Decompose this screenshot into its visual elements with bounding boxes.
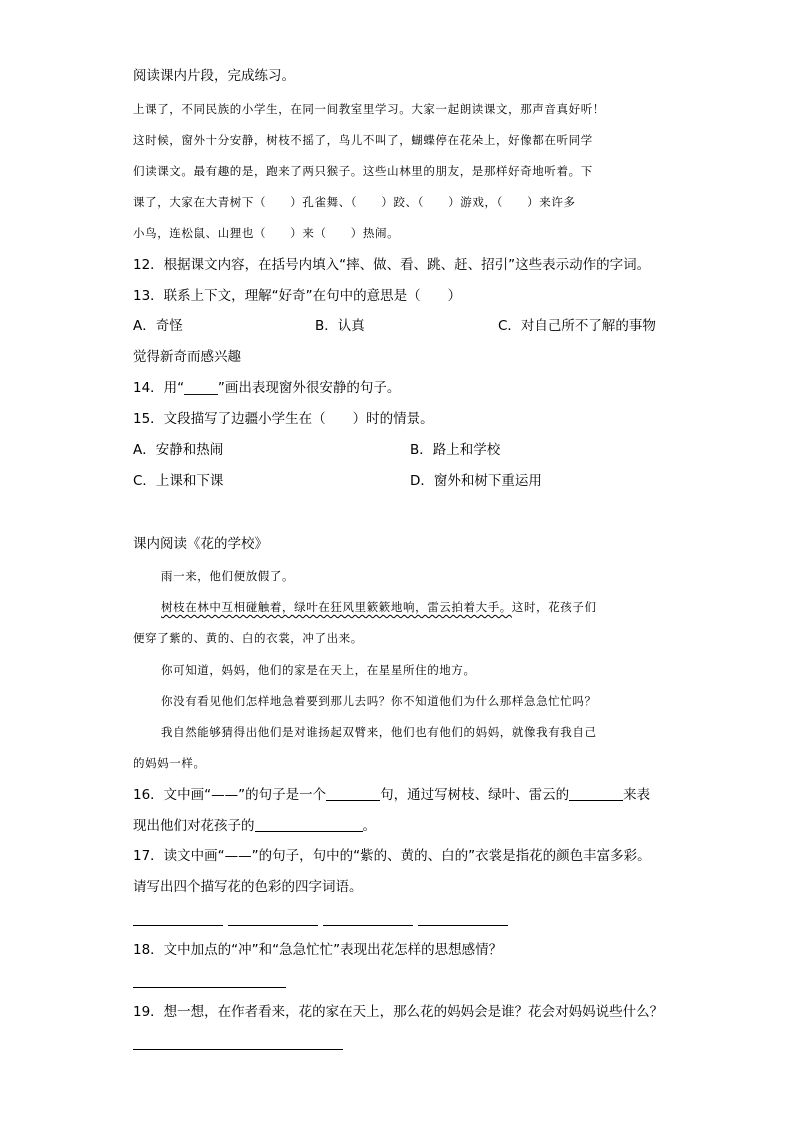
passage-1-line-3: 们读课文。最有趣的是，跑来了两只猴子。这些山林里的朋友，是那样好奇地听着。下 [133, 164, 593, 178]
answer-blank-16-2[interactable] [569, 786, 623, 801]
question-16-part-1: 16．文中画“——”的句子是一个 [133, 787, 327, 803]
question-17-continued: 请写出四个描写花的色彩的四字词语。 [133, 879, 363, 895]
answer-line-18[interactable] [133, 987, 286, 988]
question-16-part-2: 句，通过写树枝、绿叶、雷云的 [380, 787, 570, 803]
passage-1-line-1: 上课了，不同民族的小学生，在同一间教室里学习。大家一起朗读课文，那声音真好听！ [133, 102, 605, 116]
section-1-heading: 阅读课内片段，完成练习。 [133, 68, 295, 84]
answer-line-19[interactable] [133, 1049, 343, 1050]
question-12: 12．根据课文内容，在括号内填入“摔、做、看、跳、赶、招引”这些表示动作的字词。 [133, 257, 651, 273]
passage-2-line-7: 的妈妈一样。 [133, 756, 206, 770]
question-15-option-a: A．安静和热闹 [133, 442, 224, 458]
passage-2-line-4: 你可知道，妈妈，他们的家是在天上，在星星所住的地方。 [161, 663, 476, 677]
question-15: 15．文段描写了边疆小学生在（ ）时的情景。 [133, 411, 434, 427]
passage-2-line-6: 我自然能够猜得出他们是对谁扬起双臂来，他们也有他们的妈妈，就像我有我自己 [161, 725, 597, 739]
passage-2-line-2-tail: 这时，花孩子们 [511, 600, 597, 614]
question-15-option-c: C．上课和下课 [133, 473, 224, 489]
answer-blank-16-1[interactable] [326, 786, 380, 801]
question-18: 18．文中加点的“冲”和“急急忙忙”表现出花怎样的思想感情？ [133, 942, 503, 958]
answer-line-17-1[interactable] [133, 925, 223, 926]
question-17: 17．读文中画“——”的句子，句中的“紫的、黄的、白的”衣裳是指花的颜色丰富多彩。 [133, 848, 651, 864]
question-13-option-c: C．对自己所不了解的事物 [498, 318, 656, 334]
question-13-option-a: A．奇怪 [133, 318, 183, 334]
passage-2-line-2 [161, 599, 597, 615]
question-16-part-4: 现出他们对花孩子的 [133, 818, 255, 834]
question-16 [133, 786, 650, 803]
question-16-continued [133, 817, 376, 834]
passage-2-line-3: 便穿了紫的、黄的、白的衣裳，冲了出来。 [133, 631, 363, 645]
passage-1-line-4: 课了，大家在大青树下（ ）孔雀舞、（ ）跤、（ ）游戏，（ ）来许多 [133, 195, 576, 209]
passage-1-line-2: 这时候，窗外十分安静，树枝不摇了，鸟儿不叫了，蝴蝶停在花朵上，好像都在听同学 [133, 133, 593, 147]
answer-blank-16-3[interactable] [255, 817, 363, 832]
passage-2-line-5: 你没有看见他们怎样地急着要到那儿去吗？你不知道他们为什么那样急急忙忙吗？ [161, 694, 597, 708]
question-14: 14．用“_____”画出表现窗外很安静的句子。 [133, 380, 401, 396]
question-15-option-b: B．路上和学校 [410, 442, 501, 458]
question-16-part-5: 。 [362, 818, 376, 834]
passage-2-line-1: 雨一来，他们便放假了。 [161, 569, 295, 583]
question-13: 13．联系上下文，理解“好奇”在句中的意思是（ ） [133, 288, 462, 304]
answer-line-17-4[interactable] [418, 925, 508, 926]
section-2-heading: 课内阅读《花的学校》 [133, 536, 268, 552]
question-19: 19．想一想，在作者看来，花的家在天上，那么花的妈妈会是谁？花会对妈妈说些什么？ [133, 1004, 664, 1020]
question-13-option-b: B．认真 [315, 318, 365, 334]
question-15-option-d: D．窗外和树下重运用 [410, 473, 542, 489]
question-13-option-c-continued: 觉得新奇而感兴趣 [133, 349, 241, 365]
wavy-underlined-sentence: 树枝在林中互相碰触着，绿叶在狂风里簌簌地响，雷云拍着大手。 [161, 600, 512, 614]
passage-1-line-5: 小鸟，连松鼠、山狸也（ ）来（ ）热闹。 [133, 226, 400, 240]
answer-line-17-3[interactable] [323, 925, 413, 926]
question-16-part-3: 来表 [623, 787, 651, 803]
answer-line-17-2[interactable] [228, 925, 318, 926]
